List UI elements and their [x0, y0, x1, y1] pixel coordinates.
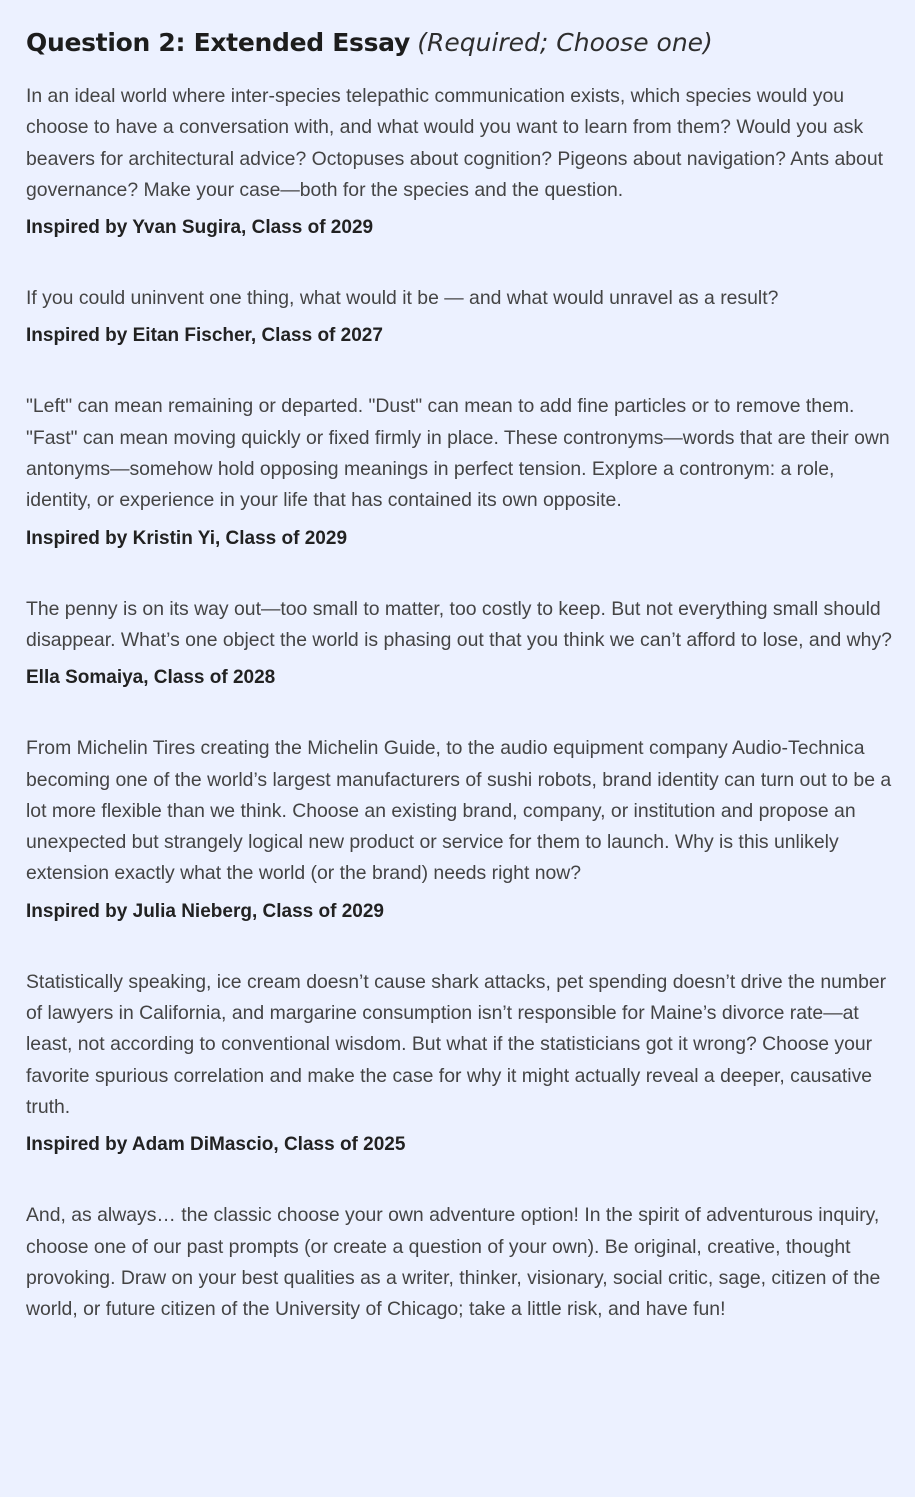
prompt-divider [26, 690, 893, 733]
prompt-text: In an ideal world where inter-species telepathic communication exists, which species would you choose to have a conversation with, and what would you want to learn from them? Would you ask beavers for architectural advice? Octopuses about cognition? Pigeons about navigation? Ants about governance? Make your case—both for the species and the question. [26, 85, 883, 201]
prompt-text: From Michelin Tires creating the Michelin Guide, to the audio equipment company Audio-Technica becoming one of the world’s largest manufacturers of sushi robots, brand identity can turn out to be a lot more flexible than we think. Choose an existing brand, company, or institution and propose an unexpected but strangely logical new product or service for them to launch. Why is this unlikely extension exactly what the world (or the brand) needs right now? [26, 737, 892, 885]
prompt-credit: Ella Somaiya, Class of 2028 [26, 667, 276, 689]
prompt-text: "Left" can mean remaining or departed. "Dust" can mean to add fine particles or to remove them. "Fast" can mean moving quickly or fixed firmly in place. These contronyms—words that are their own antonyms—somehow hold opposing meanings in perfect tension. Explore a contronym: a role, identity, or experience in your life that has contained its own opposite. [26, 395, 890, 512]
prompt-2 [26, 283, 893, 348]
heading-sub: (Required; Choose one) [417, 28, 713, 57]
prompt-credit: Inspired by Kristin Yi, Class of 2029 [26, 527, 348, 549]
heading-main: Question 2: Extended Essay [26, 28, 410, 57]
prompt-text: The penny is on its way out—too small to matter, too costly to keep. But not everything small should disappear. What’s one object the world is phasing out that you think we can’t afford to lose, and why? [26, 597, 892, 651]
prompt-text: And, as always… the classic choose your own adventure option! In the spirit of adventurous inquiry, choose one of our past prompts (or create a question of your own). Be original, creative, thought provoking. Draw on your best qualities as a writer, thinker, visionary, social critic, sage, citizen of the world, or future citizen of the University of Chicago; take a little risk, and have fun! [26, 1204, 881, 1321]
prompt-divider [26, 1157, 893, 1200]
prompt-credit: Inspired by Adam DiMascio, Class of 2025 [26, 1134, 406, 1156]
prompt-3 [26, 391, 893, 550]
prompt-divider [26, 924, 893, 967]
prompt-5 [26, 733, 893, 923]
prompt-credit: Inspired by Eitan Fischer, Class of 2027 [26, 325, 383, 347]
prompt-1 [26, 81, 893, 240]
prompt-credit: Inspired by Julia Nieberg, Class of 2029 [26, 900, 384, 922]
prompt-4 [26, 594, 893, 691]
prompt-7 [26, 1200, 893, 1325]
prompt-divider [26, 240, 893, 283]
prompt-6 [26, 967, 893, 1157]
prompt-divider [26, 551, 893, 594]
prompt-text: If you could uninvent one thing, what would it be — and what would unravel as a result? [26, 287, 779, 310]
prompt-credit: Inspired by Yvan Sugira, Class of 2029 [26, 217, 374, 239]
prompt-text: Statistically speaking, ice cream doesn’t cause shark attacks, pet spending doesn’t drive the number of lawyers in California, and margarine consumption isn’t responsible for Maine’s divorce rate—at least, not according to conventional wisdom. But what if the statisticians got it wrong? Choose your favorite spurious correlation and make the case for why it might actually reveal a deeper, causative truth. [26, 970, 887, 1118]
page-title [26, 26, 893, 59]
prompt-divider [26, 348, 893, 391]
